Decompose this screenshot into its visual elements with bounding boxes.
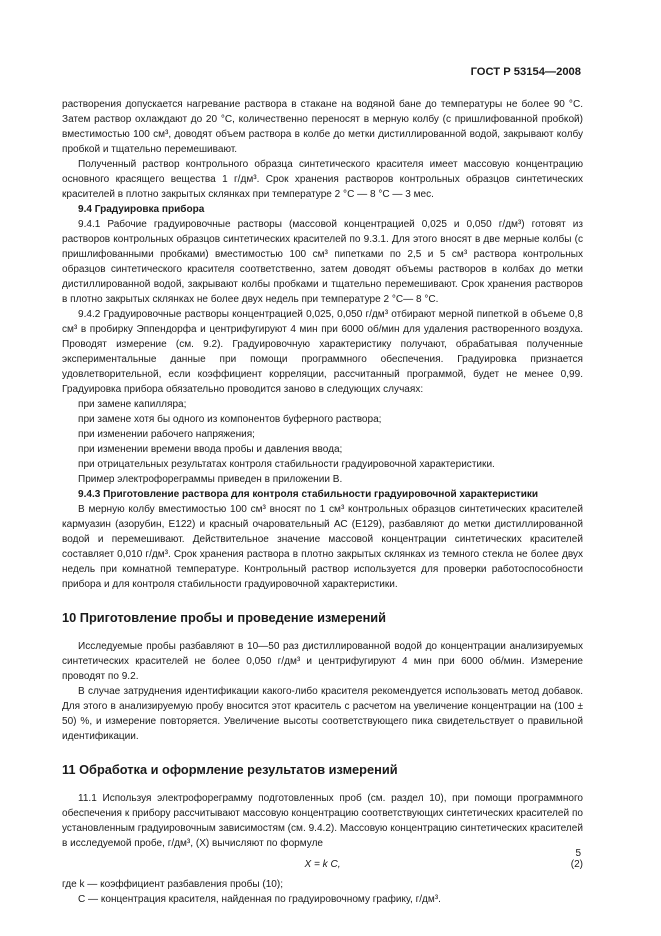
formula-number: (2) — [570, 859, 583, 870]
paragraph-control-solution: Полученный раствор контрольного образца синтетического красителя имеет массовую концентрацию основного красящего вещества 1 г/дм³. Срок хранения растворов контрольных образцов синтетических красителей в плотно закрытых склянках при температуре 2 °С — 8 °С — 3 мес. — [62, 159, 583, 200]
list-item: при изменении времени ввода пробы и давления ввода; — [78, 444, 343, 455]
paragraph-10-b: В случае затруднения идентификации какого-либо красителя рекомендуется использовать метод добавок. Для этого в анализируемую пробу вносится этот краситель с расчетом на увеличение концентрации на (100 ± 50) %, и измерение повторяется. Увеличение высоты соответствующего пика свидетельствует о правильной идентификации. — [62, 686, 583, 742]
paragraph-9-4-1: 9.4.1 Рабочие градуировочные растворы (массовой концентрацией 0,025 и 0,050 г/дм³) готовят из растворов контрольных образцов синтетических красителей по 9.3.1. Для этого вносят в две мерные колбы (с пришлифованными пробками) вместимостью 100 см³ пипетками по 2,5 и 5 см³ раствора контрольных образцов синтетического красителя соответственно, затем доводят объемы растворов в колбах до метки дистиллированной водой, закрывают колбы пробками и тщательно перемешивают. Срок хранения растворов в плотно закрытых склянках не более двух недель при температуре 2 °С— 8 °С. — [62, 219, 583, 305]
standard-header: ГОСТ Р 53154—2008 — [470, 66, 581, 78]
list-item: при отрицательных результатах контроля стабильности градуировочной характеристики. — [78, 459, 495, 470]
paragraph-9-4-2: 9.4.2 Градуировочные растворы концентрацией 0,025, 0,050 г/дм³ отбирают мерной пипеткой в объеме 0,8 см³ в пробирку Эппендорфа и центрифугируют 4 мин при 6000 об/мин для удаления растворенного воздуха. Проводят измерение (см. 9.2). Градуировочную характеристику получают, обрабатывая полученные экспериментальные данные при помощи программного обеспечения. Градуировка признается удовлетворительной, если коэффициент корреляции, рассчитанный программой, будет не менее 0,99. Градуировка прибора обязательно проводится заново в следующих случаях: — [62, 309, 583, 395]
heading-9-4-3: 9.4.3 Приготовление раствора для контроля стабильности градуировочной характеристики — [78, 489, 539, 500]
formula-row — [62, 857, 583, 872]
page-number: 5 — [575, 848, 581, 859]
list-item: при изменении рабочего напряжения; — [78, 429, 255, 440]
paragraph-continuation: растворения допускается нагревание раствора в стакане на водяной бане до температуры не более 90 °С. Затем раствор охлаждают до 20 °С, количественно переносят в мерную колбу (с пришлифованной пробкой) вместимостью 100 см³, доводят объем раствора в колбе до метки дистиллированной водой, закрывают колбу пробкой и тщательно перемешивают. — [62, 99, 583, 155]
formula: X = k C, — [304, 859, 341, 870]
list-item: при замене капилляра; — [78, 399, 187, 410]
document-body — [62, 97, 583, 907]
list-item: при замене хотя бы одного из компонентов буферного раствора; — [78, 414, 382, 425]
paragraph-11-1: 11.1 Используя электрофореграмму подготовленных проб (см. раздел 10), при помощи программного обеспечения к прибору рассчитывают массовую концентрацию соответствующих синтетических красителей по установленным градуировочным зависимостям (см. 9.4.2). Массовую концентрацию синтетических красителей в исследуемой пробе, г/дм³, (X) вычисляют по формуле — [62, 793, 583, 849]
paragraph-9-4-3: В мерную колбу вместимостью 100 см³ вносят по 1 см³ контрольных образцов синтетических красителей кармуазин (азорубин, Е122) и красный очаровательный АС (Е129), разбавляют до метки дистиллированной водой и перемешивают. Действительное значение массовой концентрации синтетических красителей составляет 0,010 г/дм³. Срок хранения раствора в плотно закрытых склянках из темного стекла не более двух недель при комнатной температуре. Контрольный раствор используется для проверки работоспособности прибора и для контроля стабильности градуировочной характеристики. — [62, 504, 583, 590]
heading-section-10: 10 Приготовление пробы и проведение измерений — [62, 610, 387, 625]
heading-section-11: 11 Обработка и оформление результатов измерений — [62, 762, 398, 777]
paragraph-10-a: Исследуемые пробы разбавляют в 10—50 раз дистиллированной водой до концентрации анализируемых синтетических красителей не более 0,050 г/дм³ и центрифугируют 4 мин при 6000 об/мин. Измерение проводят по 9.2. — [62, 641, 583, 682]
paragraph-example: Пример электрофореграммы приведен в приложении В. — [78, 474, 343, 485]
definition-c: C — концентрация красителя, найденная по градуировочному графику, г/дм³. — [78, 894, 441, 905]
definition-k: где k — коэффициент разбавления пробы (10); — [62, 879, 284, 890]
heading-9-4: 9.4 Градуировка прибора — [78, 204, 205, 215]
